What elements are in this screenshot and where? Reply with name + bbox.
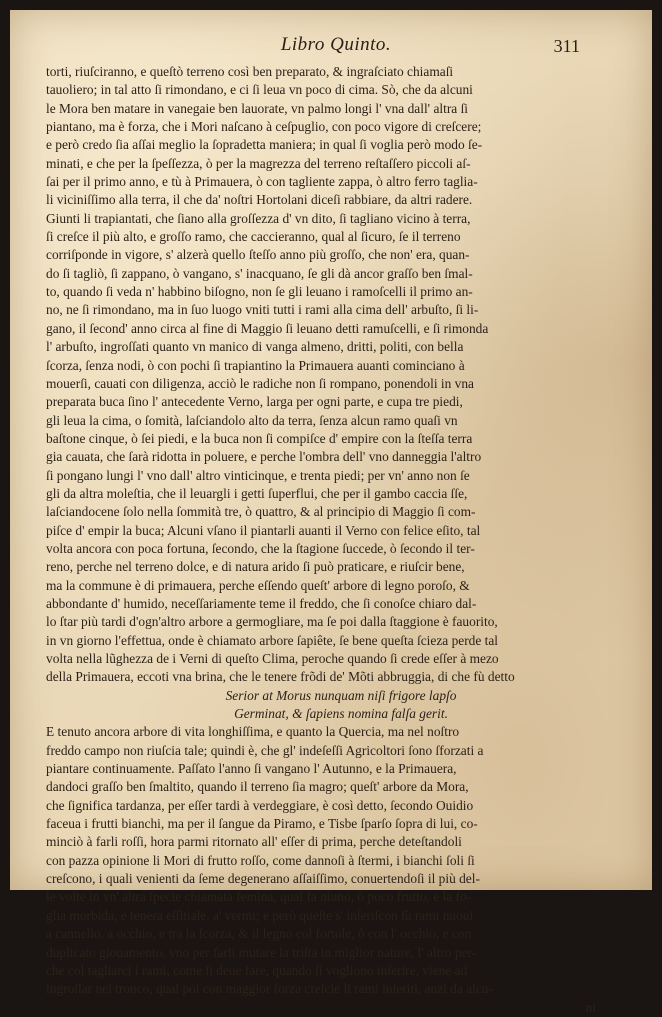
text-line: in vn giorno l'effettua, onde è chiamato arbore ſapiête, ſe bene queſta ſcieza perde tal — [46, 632, 499, 648]
text-line: a cannello, a occhio, e tra la ſcorza, & il legno col fortole, ò con l' occhio, e con — [46, 926, 472, 942]
verse-line: Serior at Morus nunquam niſi frigore lapſo — [225, 687, 457, 703]
text-line: piſce d' empir la buca; Alcuni vſano il piantarli auanti il Verno con felice eſito, tal — [46, 522, 481, 538]
text-line: laſciandocene ſolo nella ſommità tre, ò quattro, & al principio di Maggio ſi com- — [46, 504, 476, 520]
text-line: duplicato giouamento, vno per farli mutare la triſta in miglior nature, l' altro per- — [46, 944, 477, 960]
text-line: ſcorza, ſenza nodi, ò con pochi ſi trapiantino la Primauera auanti cominciano à — [46, 357, 465, 373]
text-line: li viciniſſimo alla terra, il che da' noſtri Hortolani diceſi rabbiare, da altri radere. — [46, 192, 473, 208]
text-line: volta nella lũghezza de i Verni di queſto Clima, peroche quando ſi crede eſſer à mezo — [46, 651, 499, 666]
text-line: creſcono, i quali venienti da ſeme degenerano aſſaiſſimo, conuertendoſi il più del- — [46, 871, 480, 887]
text-line: baſtone cinque, ò ſei piedi, e la buca non ſi compiſce d' empire con la ſteſſa terra — [46, 430, 473, 446]
text-line: ingroſſar nel tronco, qual poi con maggior forza creſcie li rami inſeriti, anzi da alcu- — [46, 981, 493, 997]
text-line: e però credo ſia aſſai meglio la ſopradetta maniera; in qual ſi voglia però modo ſe- — [46, 137, 483, 153]
text-line: dandoci graſſo ben ſmaltito, quando il terreno ſia magro; queſt' arbore da Mora, — [46, 779, 469, 795]
text-line: gano, il ſecond' anno circa al fine di Maggio ſi leuano detti ramuſcelli, e ſi rimonda — [46, 320, 489, 336]
text-line: minati, e che per la ſpeſſezza, ò per la magrezza del terreno reſtaſſero piccoli aſ- — [46, 155, 471, 171]
text-line: ſai per il primo anno, e tù à Primauera, ò con tagliente zappa, ò altro ferro taglia- — [46, 174, 478, 190]
text-line: l' arbuſto, ingroſſati quanto vn manico di vanga almeno, dritti, politi, con bella — [46, 339, 464, 355]
page-number: 311 — [553, 36, 580, 56]
text-line: lo ſtar più tardi d'ogn'altro arbore a germogliare, ma ſe poi dalla ſtaggione è fauorito, — [46, 614, 498, 630]
text-line: do ſi tagliò, ſi zappano, ò vangano, s' inacquano, ſe gli dà ancor graſſo ben ſmal- — [46, 265, 473, 281]
text-line: gli da altra moleſtia, che il leuargli i getti ſuperflui, che per il gambo caccia ſſe, — [46, 485, 468, 501]
text-line: gli leua la cima, o ſomità, laſciandolo alto da terra, ſenza alcun ramo quaſi vn — [46, 412, 458, 428]
text-line: torti, riuſciranno, e queſtò terreno così ben preparato, & ingraſciato chiamaſi — [46, 64, 454, 79]
text-line: preparata buca ſino l' antecedente Verno, larga per ogni parte, e cupa tre piedi, — [46, 394, 463, 410]
page-header — [40, 34, 632, 56]
text-line: to, quando ſi veda n' habbino biſogno, non ſe gli leuano i ramoſcelli il primo an- — [46, 284, 473, 300]
text-line: ſi creſce il più alto, e groſſo ramo, che caccieranno, qual al ſicuro, ſe il terreno — [46, 229, 461, 245]
text-line: freddo campo non riuſcia tale; quindi è, che gl' indeſeſſi Agricoltori ſono ſforzati a — [46, 742, 484, 758]
text-line: con pazza opinione li Mori di frutto roſſo, come dannoſi à ſtermi, i bianchi ſoli ſi — [46, 852, 475, 868]
verse-line: Germinat, & ſapiens nomina falſa gerit. — [234, 706, 448, 722]
text-line: reno, perche nel terreno dolce, e di natura arido ſi può praticare, e riuſcir bene, — [46, 559, 465, 575]
text-line: tauoliero; in tal atto ſi rimondano, e ci ſi leua vn poco di cima. Sò, che da alcuni — [46, 82, 473, 98]
text-line: corriſponde in vigore, s' alzerà quello ſteſſo anno più groſſo, che non' era, quan- — [46, 247, 470, 263]
text-line: le volte in vn' altra ſpecie chiamata femina, qual fa niuno, ò poco frutto, e la fo- — [46, 889, 472, 905]
text-line: gia cauata, che ſarà ridotta in poluere, e perche l'ombra dell' vno danneggia l'altro — [46, 449, 482, 465]
text-line: della Primauera, eccoti vna brina, che le tenere frõdi de' Mõti abbruggia, di che fù detto — [46, 669, 515, 685]
body-text — [46, 63, 636, 1017]
text-line: ma la commune è di primauera, perche eſſendo queſt' arbore di legno poroſo, & — [46, 577, 470, 593]
text-line: no, ne ſi rimondano, ma in ſuo luogo vniti tutti i rami alla cima dell' arbuſto, ſi li- — [46, 302, 479, 318]
text-line: che col tagliarci i rami, come ſi deue fare, quando ſi vogliono inſerire, viene ad — [46, 962, 468, 978]
text-line: Giunti li trapiantati, che ſiano alla groſſezza d' vn dito, ſi tagliano vicino à terra, — [46, 210, 471, 226]
book-page — [10, 10, 652, 1015]
text-line: mouerſi, cauati con diligenza, acciò le radiche non ſi rompano, ponendoli in vna — [46, 375, 474, 391]
text-line: E tenuto ancora arbore di vita longhiſſima, e quanto la Quercia, ma nel noſtro — [46, 724, 460, 740]
catchword: ni — [585, 999, 596, 1015]
text-line: ſi pongano lungi l' vno dall' altro vinticinque, e trenta piedi; per vn' anno non ſe — [46, 467, 470, 483]
text-line: minciò à farli roſſi, hora parmi ritornato all' eſſer di prima, perche deteſtandoli — [46, 834, 462, 850]
running-title: Libro Quinto. — [280, 34, 392, 55]
text-line: abbondante d' humido, neceſſariamente teme il freddo, che ſi conoſce chiaro dal- — [46, 595, 477, 611]
text-line: volta ancora con poca fortuna, ſecondo, che la ſtagione ſuccede, ò ſecondo il ter- — [46, 540, 475, 556]
text-line: le Mora ben matare in vanegaie ben lauorate, vn palmo longi l' vna dall' altra ſi — [46, 100, 469, 116]
text-line: glia morbida, e tenera eſſitiale, a' vermi; e però queſte s' inſeriſcon ſù rami nuoui — [46, 907, 474, 923]
text-line: piantare continuamente. Paſſato l'anno ſi vangano l' Autunno, e la Primauera, — [46, 761, 457, 777]
text-line: piantano, ma è forza, che i Mori naſcano à ceſpuglio, con poco vigore di creſcere; — [46, 119, 482, 135]
text-line: faceua i frutti bianchi, ma per il ſangue da Piramo, e Tisbe ſparſo ſopra di lui, co- — [46, 816, 478, 832]
text-line: che ſignifica tardanza, per eſſer tardi à verdeggiare, è così detto, ſecondo Ouidio — [46, 797, 474, 813]
